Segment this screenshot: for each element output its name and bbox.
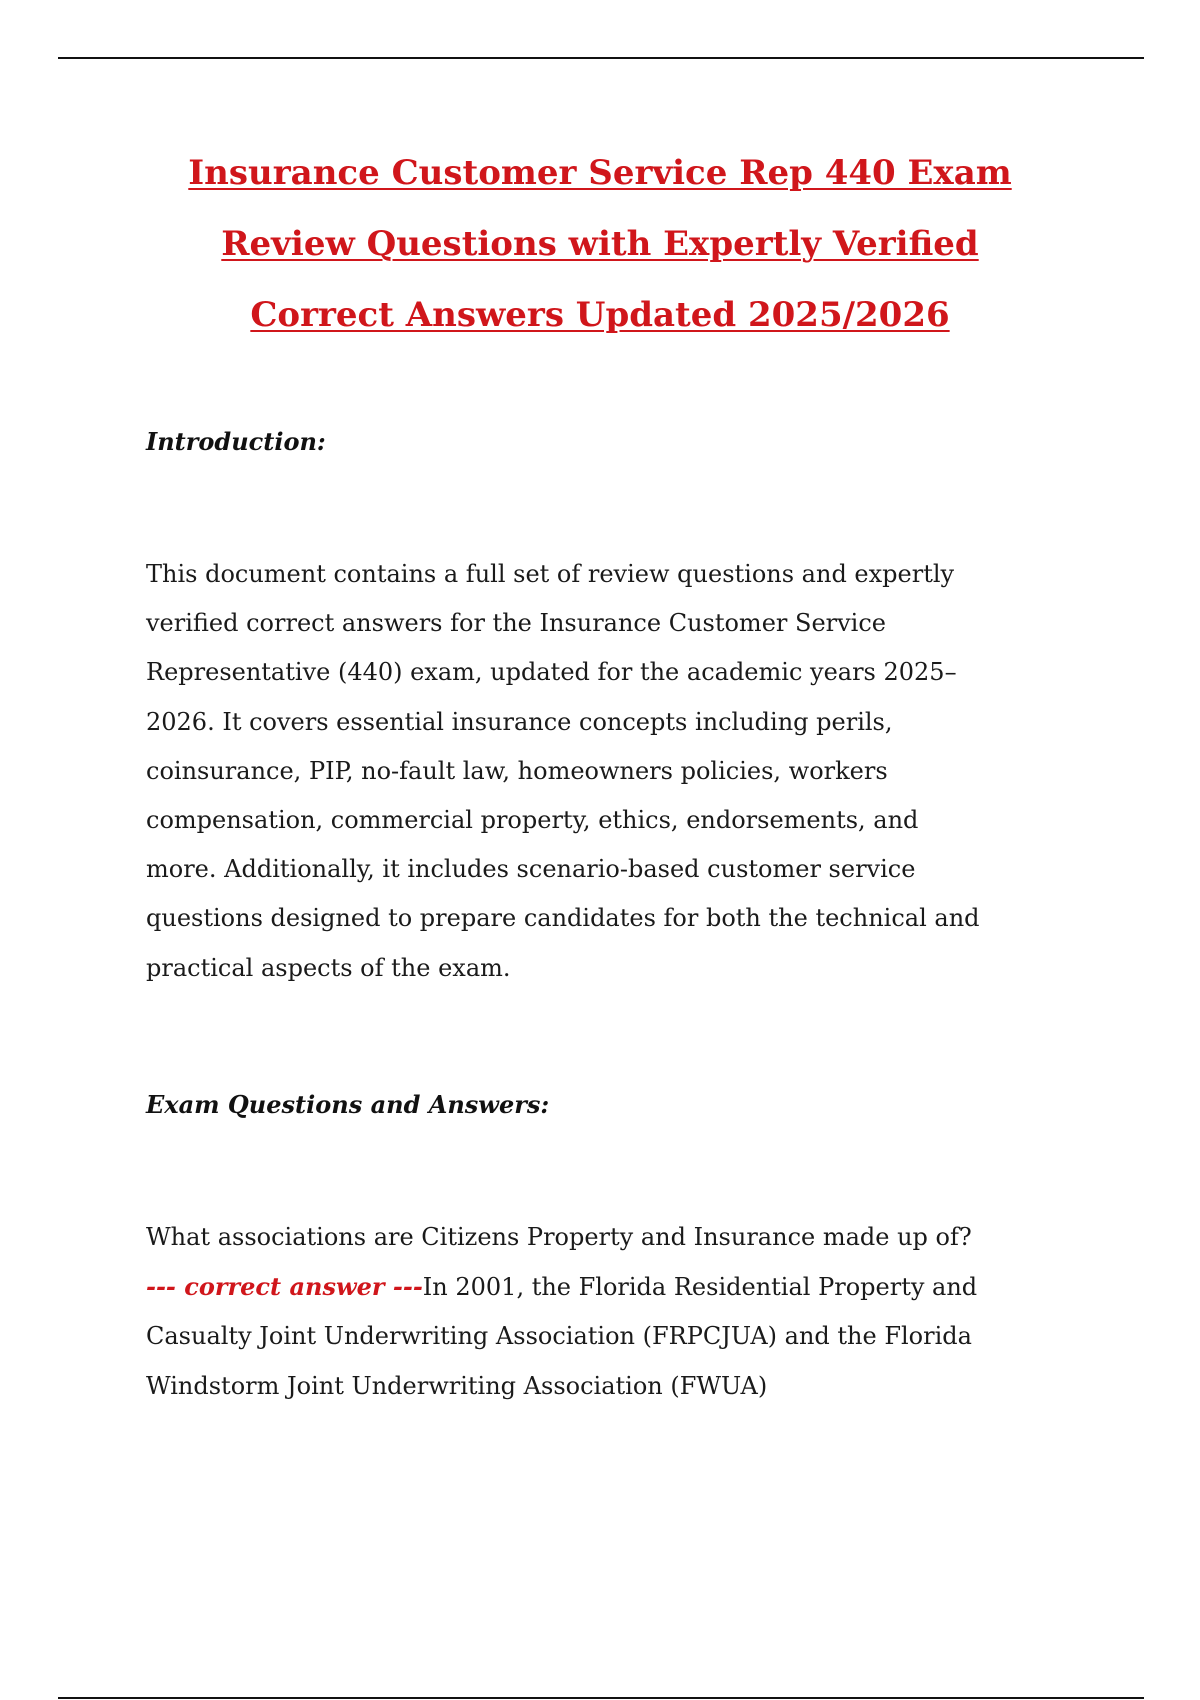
introduction-paragraph	[146, 550, 1066, 993]
intro-line: questions designed to prepare candidates for both the technical and	[146, 904, 980, 933]
introduction-heading: Introduction:	[146, 427, 326, 456]
intro-line: compensation, commercial property, ethics, endorsements, and	[146, 806, 919, 835]
answer-text: Windstorm Joint Underwriting Association (FWUA)	[146, 1371, 768, 1400]
answer-text: In 2001, the Florida Residential Property and	[422, 1273, 978, 1302]
title-line-1: Insurance Customer Service Rep 440 Exam	[188, 153, 1012, 193]
title-line-2: Review Questions with Expertly Verified	[221, 224, 979, 264]
intro-line: Representative (440) exam, updated for the academic years 2025–	[146, 658, 957, 687]
question-text: What associations are Citizens Property and Insurance made up of?	[146, 1223, 972, 1251]
answer-text: Casualty Joint Underwriting Association (FRPCJUA) and the Florida	[146, 1322, 972, 1351]
intro-line: practical aspects of the exam.	[146, 953, 511, 982]
exam-questions-heading: Exam Questions and Answers:	[146, 1090, 550, 1119]
bottom-rule	[58, 1697, 1144, 1699]
intro-line: This document contains a full set of review questions and expertly	[146, 560, 955, 588]
intro-line: more. Additionally, it includes scenario-based customer service	[146, 855, 916, 884]
top-rule	[58, 57, 1144, 59]
question-answer-block	[146, 1213, 1066, 1411]
intro-line: coinsurance, PIP, no-fault law, homeowners policies, workers	[146, 756, 888, 785]
intro-line: verified correct answers for the Insurance Customer Service	[146, 609, 886, 638]
intro-line: 2026. It covers essential insurance concepts including perils,	[146, 707, 893, 736]
document-title	[110, 138, 1090, 351]
correct-answer-marker: --- correct answer ---	[146, 1272, 423, 1302]
title-line-3: Correct Answers Updated 2025/2026	[250, 295, 950, 335]
